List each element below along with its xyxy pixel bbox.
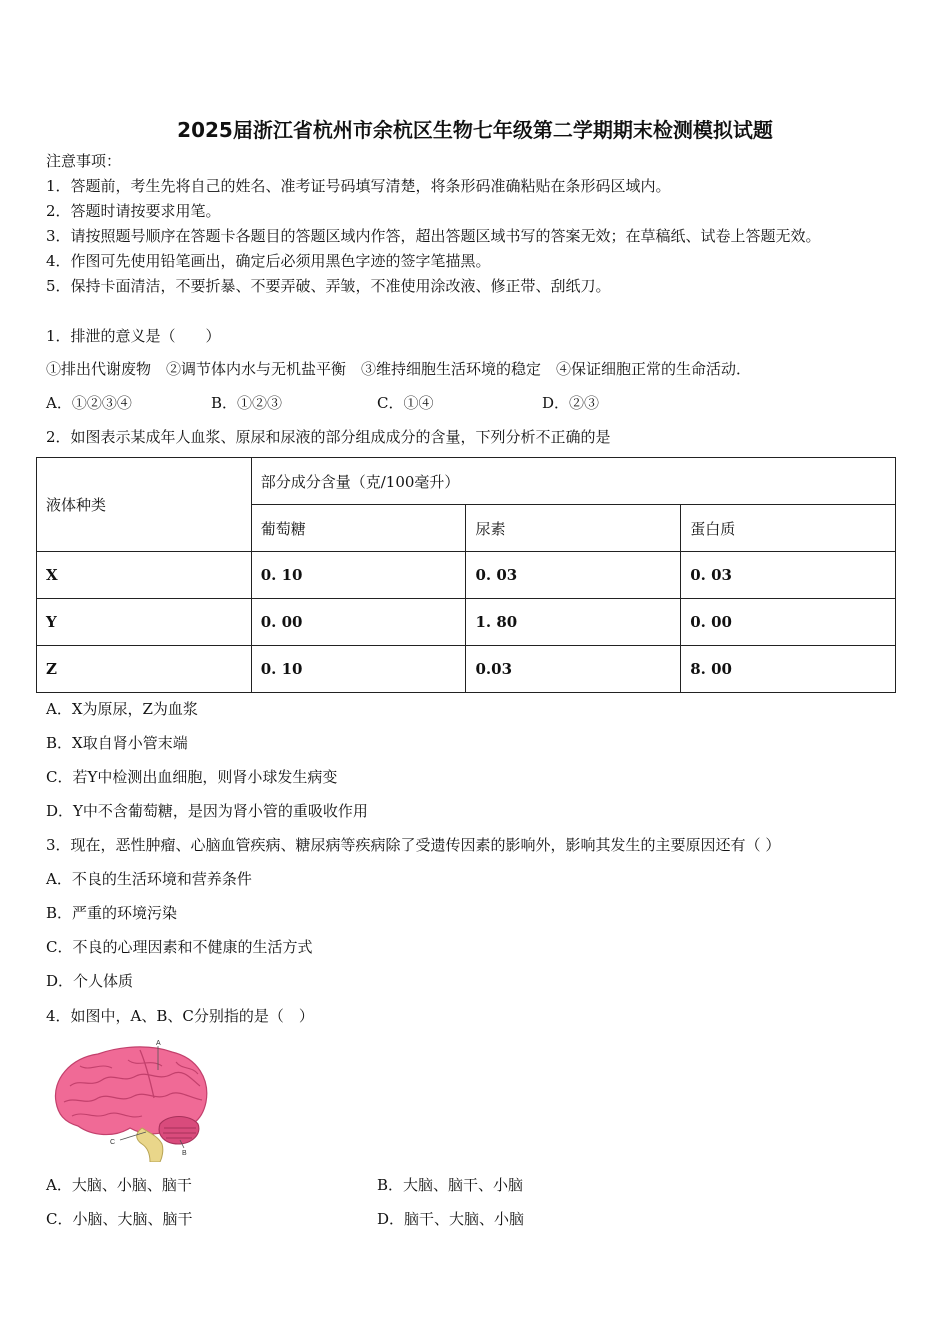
table-cell: 0. 10 (251, 646, 466, 693)
q3-option-c: C．不良的心理因素和不健康的生活方式 (46, 938, 313, 956)
q2-option-a: A．X为原尿，Z为血浆 (46, 700, 198, 718)
table-header-protein: 蛋白质 (681, 505, 896, 552)
table-cell: 0.03 (466, 646, 681, 693)
table-cell: 0. 00 (251, 599, 466, 646)
table-cell: 1. 80 (466, 599, 681, 646)
q2-stem: 2．如图表示某成年人血浆、原尿和尿液的部分组成成分的含量，下列分析不正确的是 (46, 428, 611, 446)
q4-option-d: D．脑干、大脑、小脑 (377, 1210, 525, 1228)
table-row (37, 646, 896, 693)
q1-option-d: D．②③ (542, 394, 600, 412)
q3-stem: 3．现在，恶性肿瘤、心脑血管疾病、糖尿病等疾病除了受遗传因素的影响外，影响其发生的主要原因还有（ ） (46, 836, 781, 854)
notice-item-2: 2．答题时请按要求用笔。 (46, 202, 221, 220)
table-cell: 0. 03 (681, 552, 896, 599)
table-row (37, 599, 896, 646)
row-label: X (37, 552, 252, 599)
label-c: C (110, 1139, 116, 1146)
q1-stem: 1．排泄的意义是（ ） (46, 327, 221, 345)
q1-statements: ①排出代谢废物 ②调节体内水与无机盐平衡 ③维持细胞生活环境的稳定 ④保证细胞正常的生命活动． (46, 360, 752, 378)
q1-option-c: C．①④ (377, 394, 434, 412)
table-cell: 8. 00 (681, 646, 896, 693)
label-a: A (156, 1040, 161, 1047)
q2-option-b: B．X取自肾小管末端 (46, 734, 188, 752)
q4-stem: 4．如图中，A、B、C分别指的是（ ） (46, 1007, 314, 1025)
table-header-fluid: 液体种类 (37, 458, 252, 552)
table-row (37, 552, 896, 599)
page-title: 2025届浙江省杭州市余杭区生物七年级第二学期期末检测模拟试题 (177, 118, 773, 142)
table-cell: 0. 10 (251, 552, 466, 599)
q4-option-a: A．大脑、小脑、脑干 (46, 1176, 192, 1194)
notice-item-1: 1．答题前，考生先将自己的姓名、准考证号码填写清楚，将条形码准确粘贴在条形码区域内。 (46, 177, 671, 195)
table-cell: 0. 03 (466, 552, 681, 599)
table-header-group: 部分成分含量（克/100毫升） (251, 458, 895, 505)
q3-option-a: A．不良的生活环境和营养条件 (46, 870, 252, 888)
q1-option-b: B．①②③ (211, 394, 283, 412)
notice-item-5: 5．保持卡面清洁，不要折暴、不要弄破、弄皱，不准使用涂改液、修正带、刮纸刀。 (46, 277, 611, 295)
q2-option-c: C．若Y中检测出血细胞，则肾小球发生病变 (46, 768, 338, 786)
q4-option-c: C．小脑、大脑、脑干 (46, 1210, 193, 1228)
q2-option-d: D．Y中不含葡萄糖，是因为肾小管的重吸收作用 (46, 802, 368, 820)
table-header-urea: 尿素 (466, 505, 681, 552)
notice-item-4: 4．作图可先使用铅笔画出，确定后必须用黑色字迹的签字笔描黑。 (46, 252, 491, 270)
q3-option-b: B．严重的环境污染 (46, 904, 178, 922)
label-b: B (182, 1150, 187, 1157)
table-header-glucose: 葡萄糖 (251, 505, 466, 552)
notice-item-3: 3．请按照题号顺序在答题卡各题目的答题区域内作答，超出答题区域书写的答案无效；在草稿纸、试卷上答题无效。 (46, 227, 821, 245)
q4-option-b: B．大脑、脑干、小脑 (377, 1176, 524, 1194)
q1-option-a: A．①②③④ (46, 394, 132, 412)
row-label: Y (37, 599, 252, 646)
composition-table (36, 457, 896, 693)
notice-heading: 注意事项： (46, 152, 122, 170)
q3-option-d: D．个人体质 (46, 972, 134, 990)
row-label: Z (37, 646, 252, 693)
brain-diagram (50, 1040, 215, 1162)
table-cell: 0. 00 (681, 599, 896, 646)
